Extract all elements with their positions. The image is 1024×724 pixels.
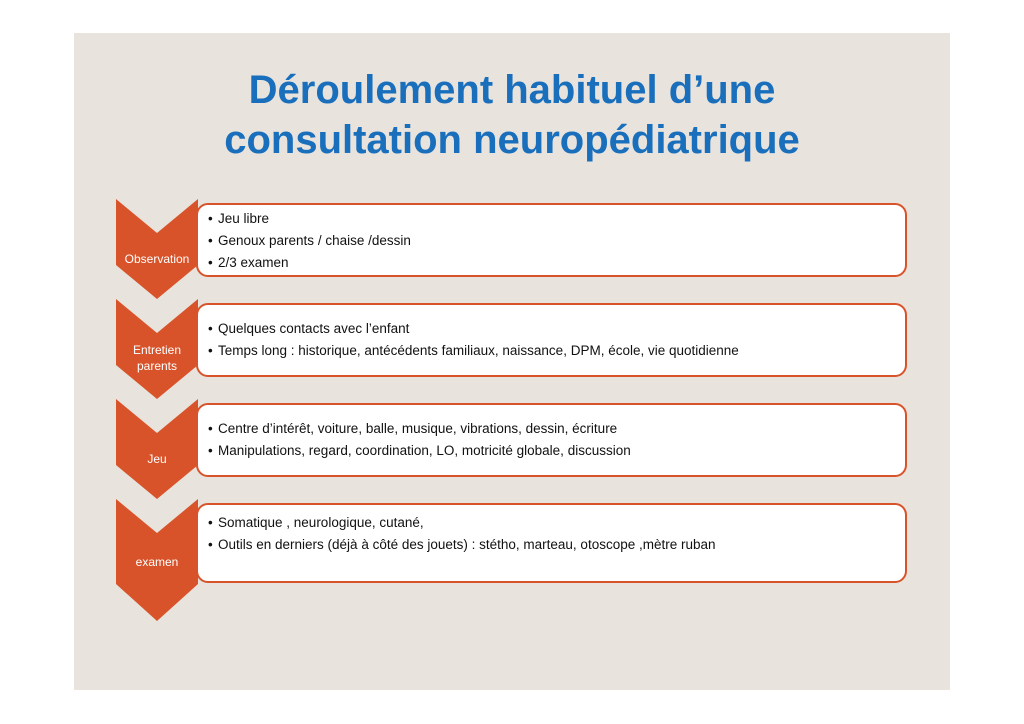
step-box-entretien	[196, 303, 907, 377]
slide-title	[74, 65, 950, 165]
list-item: • 2/3 examen	[208, 255, 289, 270]
list-item: • Temps long : historique, antécédents familiaux, naissance, DPM, école, vie quotidienne	[208, 343, 739, 358]
list-item: • Genoux parents / chaise /dessin	[208, 233, 411, 248]
chevron-jeu	[116, 399, 198, 499]
title-line-2: consultation neuropédiatrique	[224, 118, 800, 162]
step-label-jeu: Jeu	[147, 452, 167, 466]
list-item: • Manipulations, regard, coordination, LO, motricité globale, discussion	[208, 443, 631, 458]
slide	[74, 33, 950, 690]
step-label-observation: Observation	[124, 252, 190, 266]
list-item: • Outils en derniers (déjà à côté des jouets) : stétho, marteau, otoscope ,mètre ruban	[208, 537, 716, 552]
step-label-examen: examen	[135, 555, 179, 569]
list-item: • Centre d’intérêt, voiture, balle, musique, vibrations, dessin, écriture	[208, 421, 618, 436]
step-box-observation	[196, 203, 907, 277]
list-item: • Quelques contacts avec l’enfant	[208, 321, 410, 336]
step-box-examen	[196, 503, 907, 583]
list-item: • Somatique , neurologique, cutané,	[208, 515, 424, 530]
step-label-entretien: Entretien parents	[132, 343, 182, 373]
chevron-observation	[116, 199, 198, 299]
title-line-1: Déroulement habituel d’une	[248, 68, 776, 112]
list-item: • Jeu libre	[208, 211, 270, 226]
step-box-jeu	[196, 403, 907, 477]
